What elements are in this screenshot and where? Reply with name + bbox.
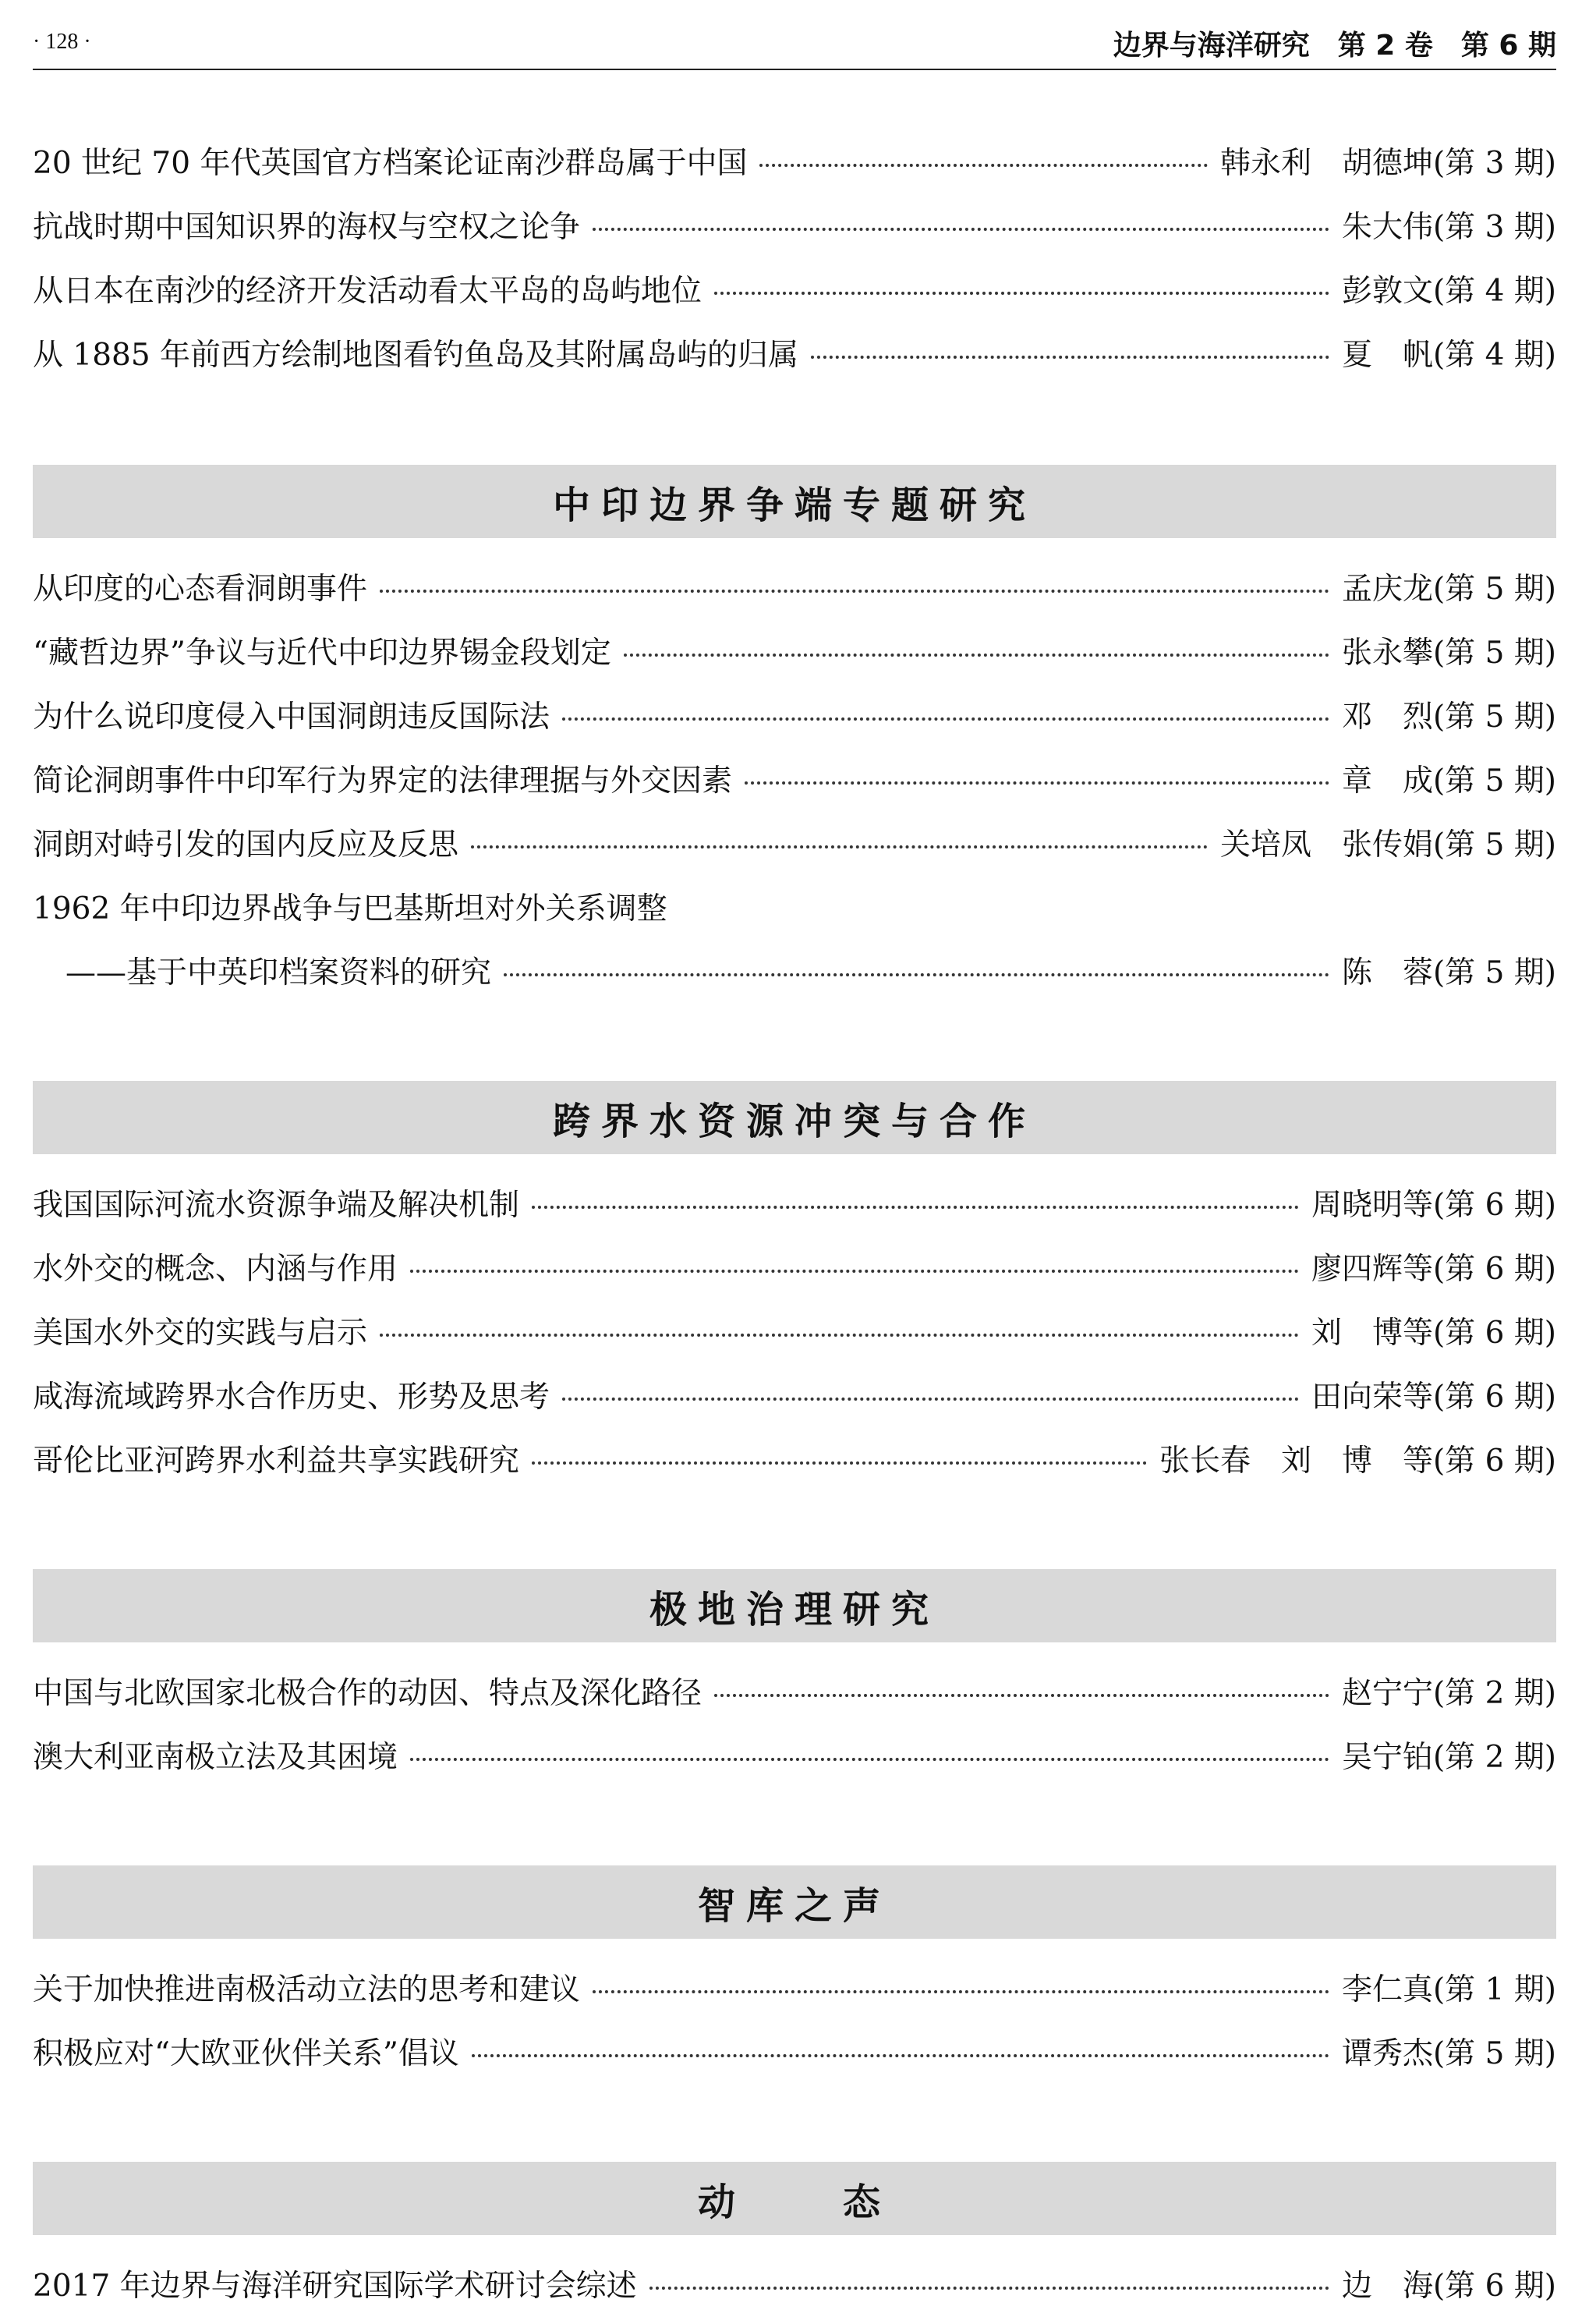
toc-entry [33, 627, 1556, 674]
leader-dots [759, 164, 1207, 167]
entry-issue: (第 3 期) [1432, 146, 1556, 181]
toc-entry [33, 819, 1556, 866]
page-number: · 128 · [33, 30, 91, 54]
entry-issue: (第 6 期) [1432, 1316, 1556, 1351]
entry-title: 为什么说印度侵入中国洞朗违反国际法 [33, 700, 550, 735]
leader-dots [649, 2287, 1329, 2290]
entry-title: 我国国际河流水资源争端及解决机制 [33, 1188, 520, 1223]
entry-author: 夏 帆 [1341, 338, 1433, 373]
entry-title: 2017 年边界与海洋研究国际学术研讨会综述 [33, 2269, 637, 2304]
section-heading [33, 1081, 1556, 1154]
entry-issue: (第 5 期) [1432, 827, 1556, 863]
entry-issue: (第 1 期) [1432, 1972, 1556, 2007]
entry-title: 抗战时期中国知识界的海权与空权之论争 [33, 210, 581, 245]
entry-title: 澳大利亚南极立法及其困境 [33, 1740, 398, 1775]
leader-dots [593, 1990, 1329, 1993]
entry-issue: (第 2 期) [1432, 1676, 1556, 1711]
toc-entry [33, 1731, 1556, 1778]
entry-issue: (第 6 期) [1432, 1252, 1556, 1287]
entry-issue: (第 6 期) [1432, 2269, 1556, 2304]
leader-dots [811, 356, 1329, 359]
leader-dots [562, 717, 1329, 721]
leader-dots [714, 1694, 1329, 1697]
toc-entry [33, 137, 1556, 184]
section-heading [33, 1569, 1556, 1642]
leader-dots [410, 1270, 1299, 1273]
entry-author: 陈 蓉 [1341, 955, 1433, 990]
leader-dots [472, 2054, 1329, 2057]
entry-author: 田向荣等 [1311, 1380, 1433, 1415]
entry-title: 简论洞朗事件中印军行为界定的法律理据与外交因素 [33, 763, 733, 799]
entry-author: 李仁真 [1341, 1972, 1433, 2007]
entry-issue: (第 6 期) [1432, 1380, 1556, 1415]
toc-entry [33, 265, 1556, 312]
entry-title: 美国水外交的实践与启示 [33, 1316, 368, 1351]
entry-title: 咸海流域跨界水合作历史、形势及思考 [33, 1380, 550, 1415]
entry-author: 吴宁铂 [1341, 1740, 1433, 1775]
entry-issue: (第 4 期) [1432, 338, 1556, 373]
entry-issue: (第 5 期) [1432, 955, 1556, 990]
toc-entry [33, 2260, 1556, 2307]
entry-author: 章 成 [1341, 763, 1433, 799]
leader-dots [380, 1334, 1299, 1337]
leader-dots [624, 654, 1329, 657]
toc-entry [33, 755, 1556, 802]
entry-issue: (第 5 期) [1432, 763, 1556, 799]
toc-entry [33, 1371, 1556, 1418]
entry-author: 张永攀 [1341, 636, 1433, 671]
leader-dots [410, 1758, 1329, 1761]
toc-entry [33, 1435, 1556, 1482]
section-heading [33, 2162, 1556, 2235]
toc-entry [33, 563, 1556, 610]
entry-issue: (第 6 期) [1432, 1188, 1556, 1223]
entry-title: 20 世纪 70 年代英国官方档案论证南沙群岛属于中国 [33, 146, 748, 181]
section-heading [33, 465, 1556, 538]
leader-dots [532, 1461, 1147, 1465]
entry-issue: (第 3 期) [1432, 210, 1556, 245]
leader-dots [562, 1398, 1299, 1401]
toc-entry [33, 883, 1556, 930]
section-title: 极地治理研究 [649, 1587, 940, 1631]
toc-entry [33, 2028, 1556, 2074]
toc-entry [33, 1667, 1556, 1714]
entry-author: 孟庆龙 [1341, 572, 1433, 607]
toc-entry [33, 201, 1556, 248]
entry-title: 从 1885 年前西方绘制地图看钓鱼岛及其附属岛屿的归属 [33, 338, 799, 373]
entry-author: 谭秀杰 [1341, 2036, 1433, 2071]
section-heading [33, 1865, 1556, 1939]
entry-title: 从日本在南沙的经济开发活动看太平岛的岛屿地位 [33, 274, 702, 309]
entry-author: 朱大伟 [1341, 210, 1433, 245]
section-title: 动 态 [697, 2180, 891, 2224]
entry-title: 1962 年中印边界战争与巴基斯坦对外关系调整 [33, 891, 667, 926]
entry-issue: (第 6 期) [1432, 1444, 1556, 1479]
leader-dots [532, 1206, 1299, 1209]
entry-author: 廖四辉等 [1311, 1252, 1433, 1287]
entry-author: 彭敦文 [1341, 274, 1433, 309]
entry-title: 积极应对“大欧亚伙伴关系”倡议 [33, 2036, 459, 2071]
entry-title: 从印度的心态看洞朗事件 [33, 572, 368, 607]
entry-title: 哥伦比亚河跨界水利益共享实践研究 [33, 1444, 520, 1479]
entry-author: 邓 烈 [1341, 700, 1433, 735]
entry-issue: (第 2 期) [1432, 1740, 1556, 1775]
toc-entry [33, 1964, 1556, 2010]
toc-entry-subtitle [33, 947, 1556, 994]
entry-issue: (第 5 期) [1432, 636, 1556, 671]
entry-title: 水外交的概念、内涵与作用 [33, 1252, 398, 1287]
leader-dots [714, 292, 1329, 295]
entry-author: 周晓明等 [1311, 1188, 1433, 1223]
entry-title: “藏哲边界”争议与近代中印边界锡金段划定 [33, 636, 611, 671]
entry-author: 边 海 [1341, 2269, 1433, 2304]
section-title: 智库之声 [697, 1883, 891, 1928]
entry-issue: (第 5 期) [1432, 700, 1556, 735]
toc-entry [33, 691, 1556, 738]
journal-issue: 边界与海洋研究 第 2 卷 第 6 期 [1113, 30, 1556, 62]
leader-dots [745, 781, 1329, 785]
entry-title: 洞朗对峙引发的国内反应及反思 [33, 827, 459, 863]
entry-issue: (第 5 期) [1432, 2036, 1556, 2071]
entry-author: 韩永利 胡德坤 [1219, 146, 1433, 181]
running-header [33, 17, 1556, 70]
entry-author: 赵宁宁 [1341, 1676, 1433, 1711]
toc-entry [33, 1307, 1556, 1354]
entry-title: 中国与北欧国家北极合作的动因、特点及深化路径 [33, 1676, 702, 1711]
toc-entry [33, 1243, 1556, 1290]
leader-dots [504, 973, 1329, 976]
leader-dots [380, 590, 1329, 593]
entry-title: 关于加快推进南极活动立法的思考和建议 [33, 1972, 581, 2007]
entry-author: 刘 博等 [1311, 1316, 1433, 1351]
entry-author: 张长春 刘 博 等 [1159, 1444, 1433, 1479]
leader-dots [593, 228, 1329, 231]
entry-issue: (第 5 期) [1432, 572, 1556, 607]
section-title: 中印边界争端专题研究 [552, 483, 1036, 527]
entry-title: ——基于中英印档案资料的研究 [65, 955, 492, 990]
toc-entry [33, 329, 1556, 376]
entry-issue: (第 4 期) [1432, 274, 1556, 309]
entry-author: 关培凤 张传娟 [1219, 827, 1433, 863]
toc-entry [33, 1179, 1556, 1226]
leader-dots [471, 845, 1208, 848]
section-title: 跨界水资源冲突与合作 [552, 1099, 1036, 1143]
